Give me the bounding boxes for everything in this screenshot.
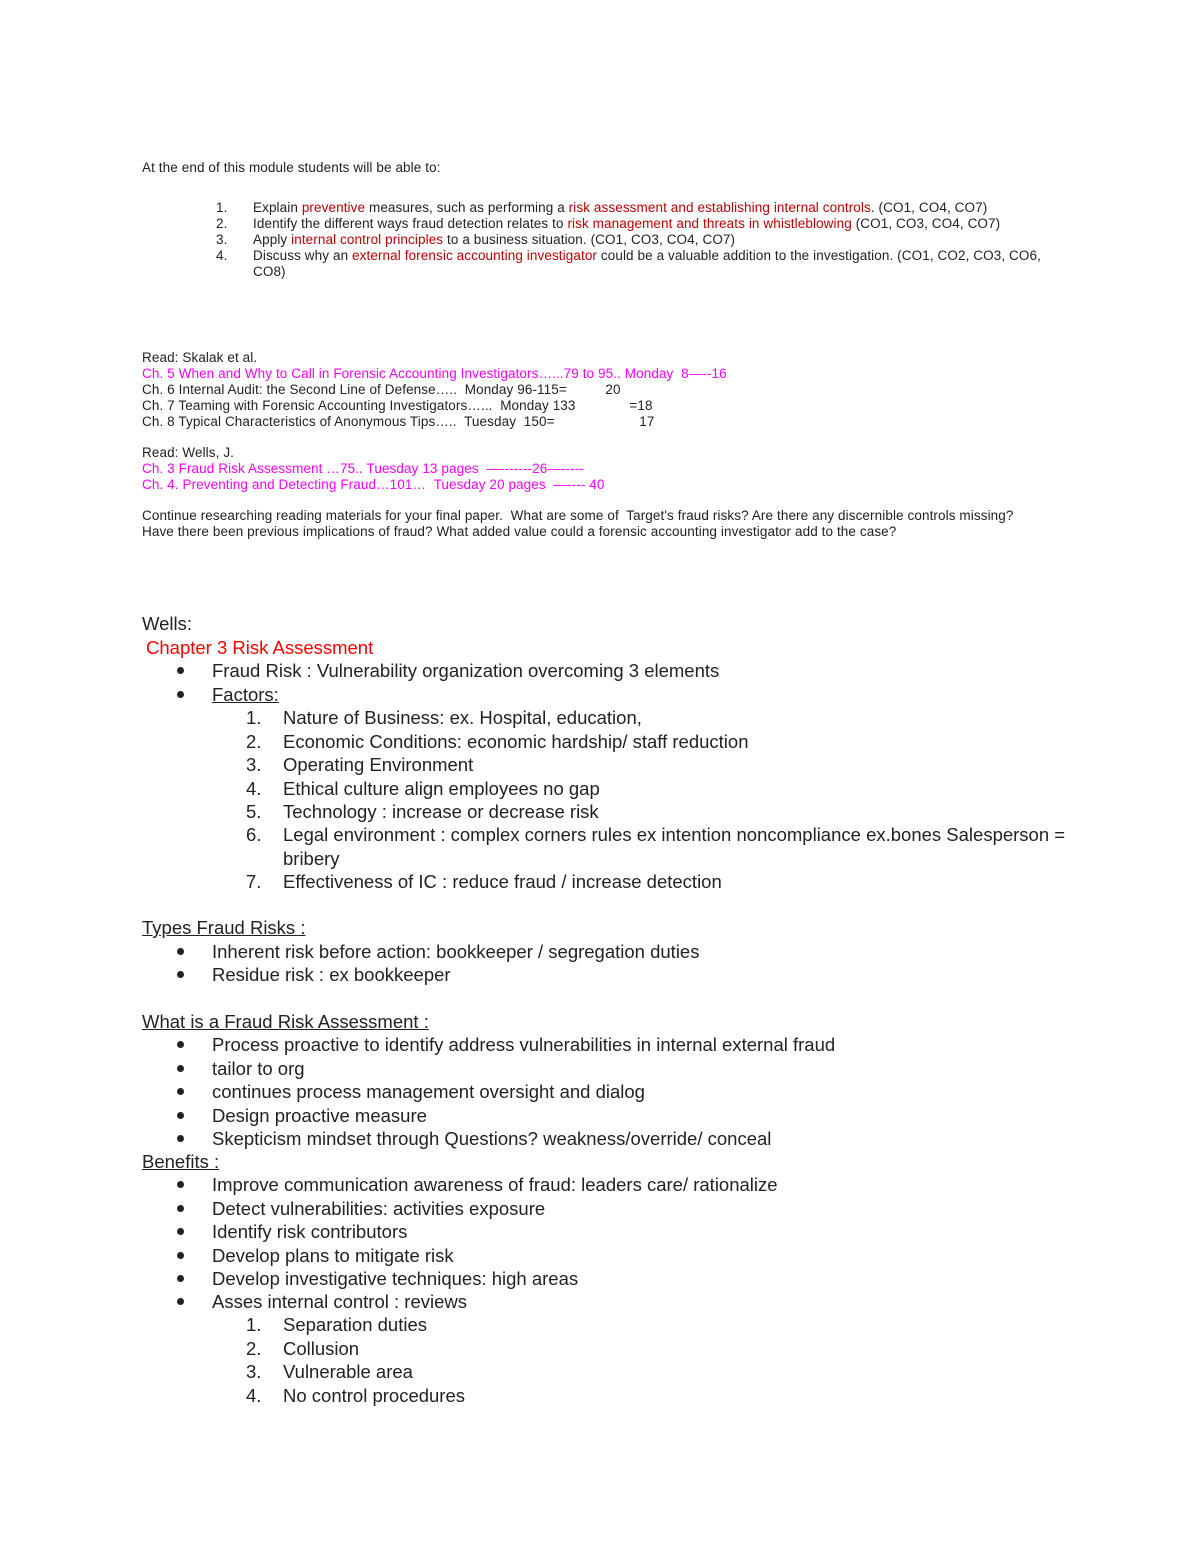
list-item-text: Fraud Risk : Vulnerability organization overcoming 3 elements [212,660,720,681]
bullet-icon [177,1228,187,1238]
bullet-icon [177,667,187,677]
factors-label: Factors: [212,684,279,705]
reading-line: Ch. 6 Internal Audit: the Second Line of Defense….. Monday 96-115= 20 [142,382,621,397]
objectives-intro: At the end of this module students will be able to: [142,160,441,175]
reading-line: Ch. 4. Preventing and Detecting Fraud…101… Tuesday 20 pages —---- 40 [142,477,605,492]
objective-text: Explain preventive measures, such as performing a risk assessment and establishing internal controls. (CO1, CO4, CO7) [253,200,988,215]
reading-header-wells: Read: Wells, J. [142,445,235,460]
bullet-icon [177,1041,187,1051]
assignment-text: Continue researching reading materials for your final paper. What are some of Target's fraud risks? Are there any discernible controls missing? [142,508,1014,523]
bullet-icon [177,1112,187,1122]
bullet-icon [177,1252,187,1262]
bullet-icon [177,1088,187,1098]
objective-number: 2. [216,216,228,231]
wells-label: Wells: [142,613,193,634]
bullet-icon [177,1135,187,1145]
bullet-icon [177,1181,187,1191]
bullet-icon [177,948,187,958]
objective-number: 4. [216,248,228,263]
reading-line: Ch. 3 Fraud Risk Assessment …75.. Tuesday 13 pages —-------26—----- [142,461,584,476]
bullet-icon [177,1275,187,1285]
bullet-icon [177,1205,187,1215]
reading-header-skalak: Read: Skalak et al. [142,350,258,365]
fra-heading: What is a Fraud Risk Assessment : [142,1011,429,1032]
bullet-icon [177,971,187,981]
reading-line: Ch. 5 When and Why to Call in Forensic Accounting Investigators…...79 to 95.. Monday 8—--16 [142,366,727,381]
objective-number: 3. [216,232,228,247]
bullet-icon [177,1298,187,1308]
chapter-title: Chapter 3 Risk Assessment [146,637,374,658]
objective-text: Discuss why an external forensic accounting investigator could be a valuable addition to the investigation. (CO1, CO2, CO3, CO6, CO8) [253,248,1041,279]
objective-text: Apply internal control principles to a business situation. (CO1, CO3, CO4, CO7) [253,232,736,247]
bullet-icon [177,1065,187,1075]
objective-number: 1. [216,200,228,215]
bullet-icon [177,691,187,701]
reading-line: Ch. 7 Teaming with Forensic Accounting Investigators…... Monday 133 =18 [142,398,653,413]
document-page: At the end of this module students will be able to: 1. Explain preventive measures, such as performing a risk assessment and establishing internal controls. (CO1, CO4, CO7) 2. Identify the different ways fraud detection relates to risk management and threats in whistleblowing (CO1, CO3, CO4, CO7) 3. Apply internal control principles to a business situation. (CO1, CO3, CO4, CO7) 4. Discuss why an external forensic accounting investigator could be a valuable addition to the investigation. (CO1, CO2, CO3, CO6, CO8) Read: Skalak et al. Ch. 5 When and Why to Call in Forensic Accounting Investigators…...79 to 95.. Monday 8—--16 Ch. 6 Internal Audit: the Second Line of Defense….. Monday 96-115= 20 Ch. 7 Teaming with Forensic Accounting Investigators…... Monday 133 =18 Ch. 8 Typical Characteristics of Anonymous Tips….. Tuesday 150= 17 Read: Wells, J. Ch. 3 Fraud Risk Assessment …75.. Tuesday 13 pages —-------26—----- Ch. 4. Preventing and Detecting Fraud…101… Tuesday 20 pages —---- 40 Continue researching reading materials for your final paper. What are some of Target's fraud risks? Are there any discernible controls missing? Have there been previous implications of fraud? What added value could a forensic accounting investigator add to the case? Wells: Chapter 3 Risk Assessment Fraud Risk : Vulnerability organization overcoming 3 elements Factors: 1. Nature of Business: ex. Hospital, education, 2. Economic Conditions: economic hardship/ staff reduction 3. Operating Environment 4. Ethical culture align employees no gap 5. Technology : increase or decrease risk 6. Legal environment : complex corners rules ex intention noncompliance ex.bones Salesperson = bribery 7. Effectiveness of IC : reduce fraud / increase detection Types Fraud Risks : Inherent risk before action: bookkeeper / segregation duties Residue risk : ex bookkeeper What is a Fraud Risk Assessment : Process proactive to identify address vulnerabilities in internal external fraud tailor to org continues process management oversight and dialog Design proactive measure Skepticism mindset through Questions? weakness/override/ conceal Benefits : Improve communication awareness of fraud: leaders care/ rationalize Detect vulnerabilities: activities exposure Identify risk contributors Develop plans to mitigate risk Develop investigative techniques: high areas Asses internal control : reviews 1. Separation duties 2. Collusion 3. Vulnerable area 4. No control procedures [142,160,1066,1406]
types-heading: Types Fraud Risks : [142,917,306,938]
benefits-heading: Benefits : [142,1151,220,1172]
objective-text: Identify the different ways fraud detection relates to risk management and threats in whistleblowing (CO1, CO3, CO4, CO7) [253,216,1001,231]
assignment-text: Have there been previous implications of fraud? What added value could a forensic accounting investigator add to the case? [142,524,897,539]
reading-line: Ch. 8 Typical Characteristics of Anonymous Tips….. Tuesday 150= 17 [142,414,655,429]
